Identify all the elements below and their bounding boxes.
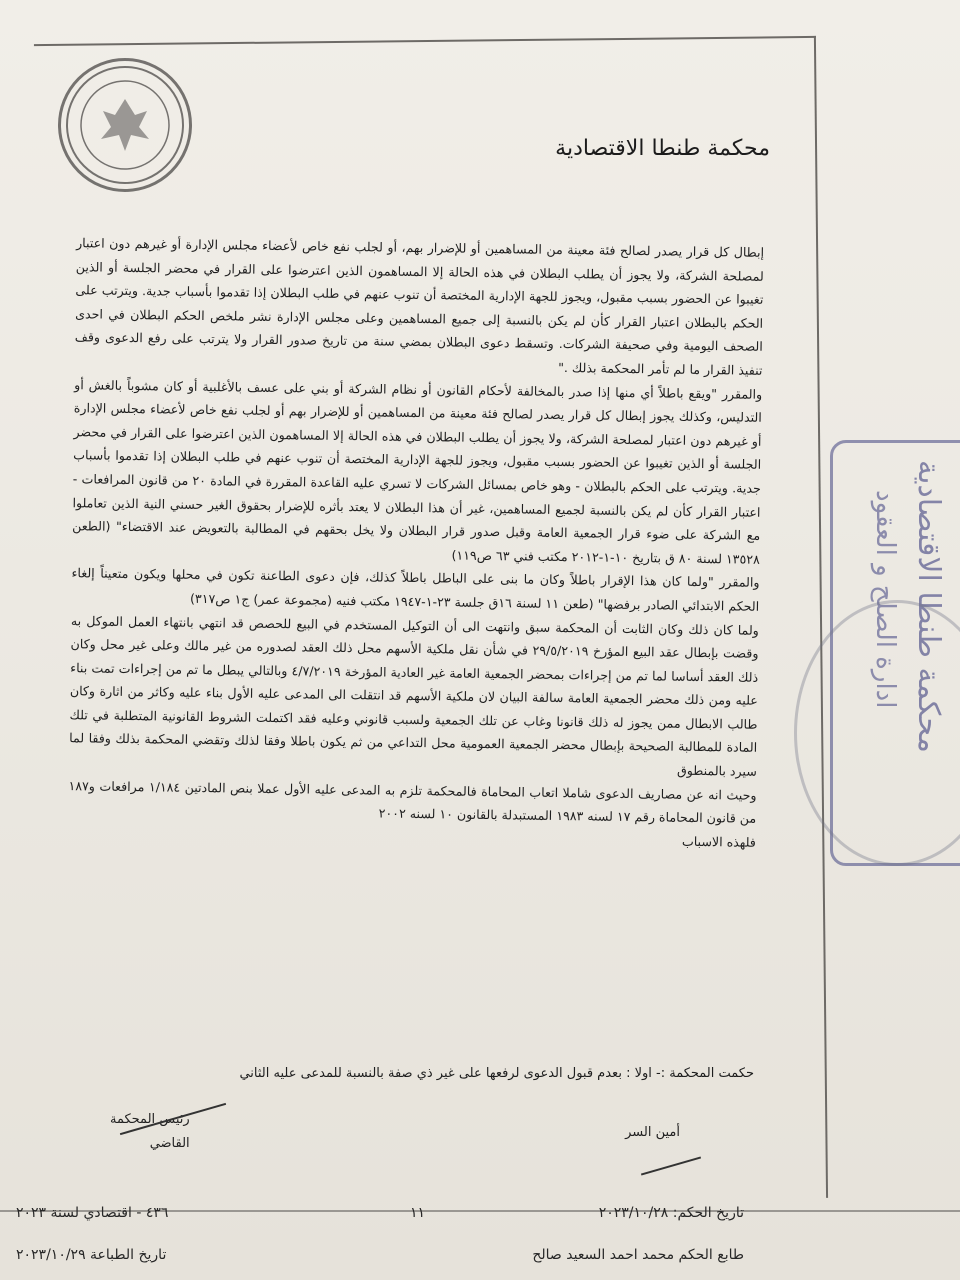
paragraph: إبطال كل قرار يصدر لصالح فئة معينة من المساهمين أو للإضرار بهم، أو لجلب نفع خاص لأعضاء مجلس الإدارة أو غيرهم دون اعتبار لمصلحة الشركة، ولا يجوز أن يطلب البطلان في هذه الحالة إلا المساهمون الذين اعترضوا على القرار في محضر الجلسة أو الذين تغيبوا عن الحضور بسبب مقبول، ويجوز للجهة الإدارية المختصة أن تنوب عنهم في طلب البطلان إذا تقدموا بأسباب جدية. ويترتب على الحكم بالبطلان اعتبار القرار كأن لم يكن بالنسبة إلى جميع المساهمين وعلى مجلس الإدارة نشر ملخص الحكم البطلان في احدى الصحف اليومية وفي صحيفة الشركات. وتسقط دعوى البطلان بمضي سنة من تاريخ صدور القرار ولا يترتب على رفع الدعوى وقف تنفيذ القرار ما لم تأمر المحكمة بذلك ." [74,235,765,378]
judgment-date: تاريخ الحكم: ٢٠٢٣/١٠/٢٨ [598,1205,744,1221]
print-date: تاريخ الطباعة ٢٠٢٣/١٠/٢٩ [16,1247,167,1263]
paragraph: فلهذه الاسباب [681,833,756,850]
secretary-signature [625,1125,680,1140]
judgment-body [68,231,764,854]
secretary-label: أمين السر [625,1125,680,1140]
judge-label-2: القاضي [149,1136,190,1151]
paragraph: وحيث انه عن مصاريف الدعوى شاملا اتعاب المحاماة فالمحكمة تلزم به المدعى عليه الأول عملا بنص المادتين ١/١٨٤ مرافعات و١٨٧ من قانون المحاماة رقم ١٧ لسنه ١٩٨٣ المستبدلة بالقانون ١٠ لسنه ٢٠٠٢ [68,777,757,827]
case-number: ٤٣٦ - اقتصادي لسنة ٢٠٢٣ [16,1205,169,1221]
paragraph: ولما كان ذلك وكان الثابت أن المحكمة سبق وانتهت الى أن التوكيل المستخدم في البيع للحصص قد انتهي بانتهاء العمل الموكل به وقضت بإبطال عقد البيع المؤرخ ٢٩/٥/٢٠١٩ في شأن نقل ملكية الأسهم محل ذلك العقد لصدوره من غير مالك وعلى غير محل وكان ذلك العقد أساسا لما تم من إجراءات بمحضر الجمعية العامة غير العادية المؤرخة ٤/٧/٢٠١٩ وبالتالي يبطل ما تم من إجراءات تمت بناء عليه ومن ذلك محضر الجمعية العامة سالفة البيان لان ملكية الأسهم قد انتقلت الى المدعى عليه الأول بناء عليه وكاثر من اثارة وكان طالب الابطال ممن يجوز له ذلك قانونا وغاب عن تلك الجمعية ولسبب قانوني وعليه فقد اكتملت الشروط القانونية المتطلبة في تلك المادة للمطالبة الصحيحة بإبطال محضر الجمعية العمومية محل التداعي من ثم يكون باطلا وفقا لذلك وتقضي المحكمة بذلك وفقا لما سيرد بالمنطوق [69,612,759,779]
page-number: ١١ [410,1205,426,1221]
side-stamp-text: ادارة الصلح و العقود [870,490,900,709]
verdict-line: حكمت المحكمة :- اولا : بعدم قبول الدعوى لرفعها على غير ذي صفة بالنسبة للمدعى عليه الثاني [239,1066,754,1081]
paragraph: والمقرر "ولما كان هذا الإقرار باطلاً وكان ما بنى على الباطل باطلاً كذلك، فإن دعوى الطاعنة تكون في محلها ويكون متعيناً إلغاء الحكم الابتدائي الصادر برفضها" (طعن ١١ لسنة ١٦ق جلسة ٢٣-١-١٩٤٧ مكتب فنيه (مجموعة عمر) ج١ ص٣١٧) [71,565,760,614]
court-seal-icon [58,58,192,192]
side-stamp-text: محكمة طنطا الاقتصادية [911,460,946,753]
printer-name: طابع الحكم محمد احمد السعيد صالح [532,1247,744,1263]
court-title: محكمة طنطا الاقتصادية [555,136,770,161]
judge-label-1: رئيس المحكمة [110,1112,190,1127]
paragraph: والمقرر "ويقع باطلاً أي منها إذا صدر بالمخالفة لأحكام القانون أو نظام الشركة أو بني على عسف بالأغلبية أو كان مشوباً بالغش أو التدليس، وكذلك يجوز إبطال كل قرار يصدر لصالح فئة معينة من المساهمين أو للإضرار بهم أو لجلب نفع خاص لأعضاء مجلس الإدارة أو غيرهم دون اعتبار لمصلحة الشركة، ولا يجوز أن يطلب البطلان في هذه الحالة إلا المساهمون الذين اعترضوا على القرار في محضر الجلسة أو الذين تغيبوا عن الحضور بسبب مقبول، ويجوز للجهة الإدارية المختصة أن تنوب عنهم في طلب البطلان إذا تقدموا بأسباب جدية. ويترتب على الحكم بالبطلان - وهو خاص بمسائل الشركات لا تسري عليه القاعدة المقررة في المادة ٢٠ من قانون المرافعات - اعتبار القرار كأن لم يكن بالنسبة لجميع المساهمين، غير أن هذا البطلان لا يعتد بأثره للإضرار بحقوق الغير حسني النية الذين تعاملوا مع الشركة على ضوء قرار الجمعية العامة وقبل صدور قرار البطلان ولا يخل بحقهم في المطالبة بالتعويض عند الاقتضاء" (الطعن ١٣٥٢٨ لسنة ٨٠ ق بتاريخ ١٠-١-٢٠١٢ مكتب فني ٦٣ ص١١٩) [72,376,763,567]
